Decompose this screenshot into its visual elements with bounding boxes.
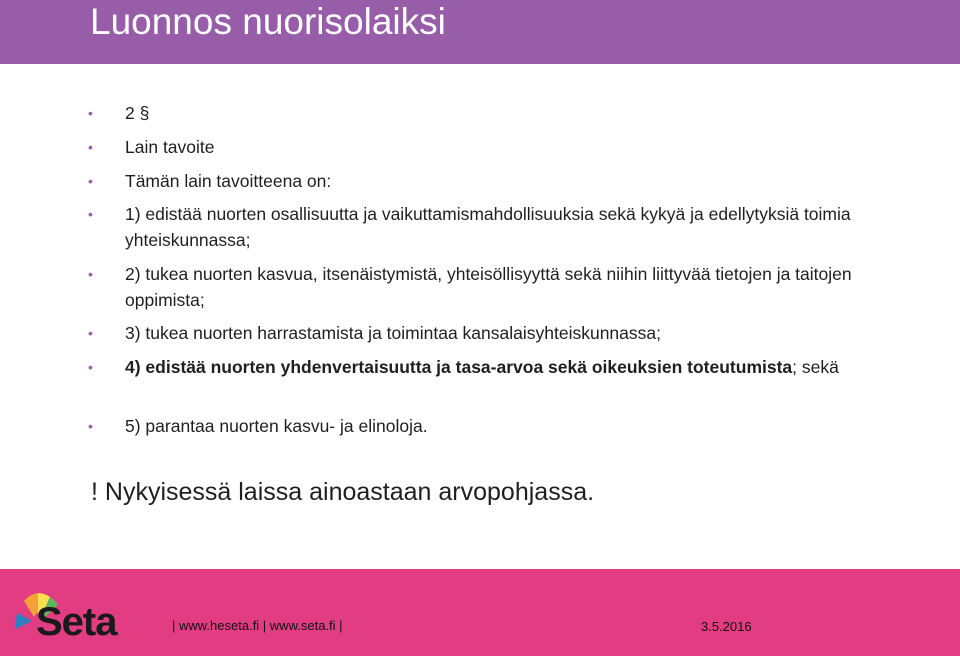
bullet-text: 2) tukea nuorten kasvua, itsenäistymistä, yhteisöllisyyttä sekä niihin liittyvää tietojen ja taitojen oppimista; [125,264,852,310]
slide-title: Luonnos nuorisolaiksi [90,1,446,42]
bullet-item [88,100,855,126]
bullet-item [88,320,855,346]
bullet-text: 3) tukea nuorten harrastamista ja toimintaa kansalaisyhteiskunnassa; [125,323,661,343]
bullet-text: 5) parantaa nuorten kasvu- ja elinoloja. [125,416,428,436]
bullet-text: Tämän lain tavoitteena on: [125,171,332,191]
title-bar [0,0,960,64]
footer-date: 3.5.2016 [701,619,752,634]
bullet-dot-icon: • [88,266,93,282]
bullet-text: Lain tavoite [125,137,215,157]
bullet-text: 1) edistää nuorten osallisuutta ja vaikuttamismahdollisuuksia sekä kykyä ja edellytyksiä toimia yhteiskunnassa; [125,204,851,250]
bullet-bold-text: 4) edistää nuorten yhdenvertaisuutta ja tasa-arvoa sekä oikeuksien toteutumista [125,357,793,377]
seta-logo-text: Seta [36,600,117,644]
bullet-item [88,354,855,380]
bullet-dot-icon: • [88,325,93,341]
bullet-dot-icon: • [88,105,93,121]
bullet-dot-icon: • [88,418,93,434]
bullet-text: 2 § [125,103,150,123]
bullet-dot-icon: • [88,359,93,375]
bullet-item [88,201,855,253]
footer-links[interactable]: | www.heseta.fi | www.seta.fi | [172,618,343,633]
bullet-dot-icon: • [88,173,93,189]
footer-bar [0,569,960,656]
bullet-item [88,261,855,313]
bullet-item [88,413,855,439]
bullet-text: ; sekä [792,357,839,377]
bullet-item [88,134,855,160]
note-text: ! Nykyisessä laissa ainoastaan arvopohjassa. [91,478,595,506]
bullet-dot-icon: • [88,139,93,155]
bullet-dot-icon: • [88,206,93,222]
bullet-item [88,168,855,194]
